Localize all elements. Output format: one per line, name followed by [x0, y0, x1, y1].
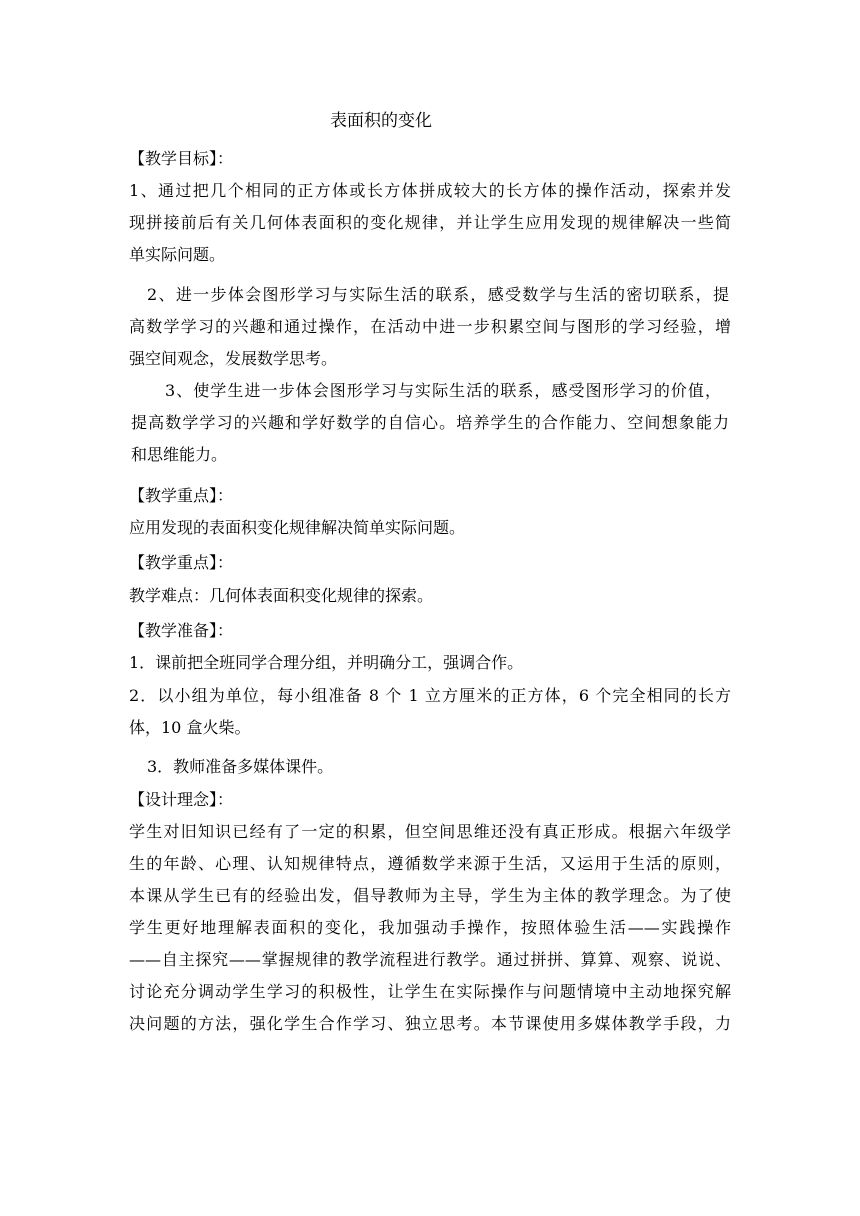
goal-3-line-3: 和思维能力。 [131, 445, 228, 464]
goals-heading: 【教学目标】： [129, 149, 234, 168]
document-title: 表面积的变化 [330, 111, 432, 131]
design-line-1: 学生对旧知识已经有了一定的积累，但空间思维还没有真正形成。根据六年级学 [129, 822, 731, 841]
preparation-item-1: 1．课前把全班同学合理分组，并明确分工，强调合作。 [129, 653, 524, 672]
difficulty-text: 教学难点：几何体表面积变化规律的探索。 [129, 586, 434, 605]
design-line-3: 本课从学生已有的经验出发，倡导教师为主导，学生为主体的教学理念。为了使 [129, 886, 731, 905]
key-points-heading: 【教学重点】： [129, 486, 234, 505]
key-points-text: 应用发现的表面积变化规律解决简单实际问题。 [129, 518, 466, 537]
goal-2-line-3: 强空间观念，发展数学思考。 [129, 349, 338, 368]
design-line-4: 学生更好地理解表面积的变化，我加强动手操作，按照体验生活——实践操作 [129, 918, 731, 937]
design-line-6: 讨论充分调动学生学习的积极性，让学生在实际操作与问题情境中主动地探究解 [129, 982, 731, 1001]
goal-2-line-2: 高数学学习的兴趣和通过操作，在活动中进一步积累空间与图形的学习经验，增 [129, 317, 731, 336]
goal-3-line-1: 3、使学生进一步体会图形学习与实际生活的联系，感受图形学习的价值， [165, 381, 721, 400]
design-line-5: ——自主探究——掌握规律的教学流程进行教学。通过拼拼、算算、观察、说说、 [129, 950, 731, 969]
goal-1-line-2: 现拼接前后有关几何体表面积的变化规律，并让学生应用发现的规律解决一些简 [129, 213, 731, 232]
goal-2-line-1: 2、进一步体会图形学习与实际生活的联系，感受数学与生活的密切联系，提 [147, 285, 729, 304]
preparation-item-2-line-1: 2．以小组为单位，每小组准备 8 个 1 立方厘米的正方体，6 个完全相同的长方 [129, 686, 731, 705]
design-line-7: 决问题的方法，强化学生合作学习、独立思考。本节课使用多媒体教学手段，力 [129, 1014, 731, 1033]
difficulty-heading: 【教学重点】： [129, 553, 234, 572]
goal-1-line-1: 1、通过把几个相同的正方体或长方体拼成较大的长方体的操作活动，探索并发 [129, 181, 731, 200]
preparation-item-3: 3．教师准备多媒体课件。 [147, 757, 334, 776]
preparation-heading: 【教学准备】： [129, 621, 234, 640]
design-heading: 【设计理念】： [129, 790, 234, 809]
goal-3-line-2: 提高数学学习的兴趣和学好数学的自信心。培养学生的合作能力、空间想象能力 [131, 413, 729, 432]
design-line-2: 生的年龄、心理、认知规律特点，遵循数学来源于生活，又运用于生活的原则， [129, 854, 731, 873]
goal-1-line-3: 单实际问题。 [129, 245, 226, 264]
preparation-item-2-line-2: 体，10 盒火柴。 [129, 718, 251, 737]
